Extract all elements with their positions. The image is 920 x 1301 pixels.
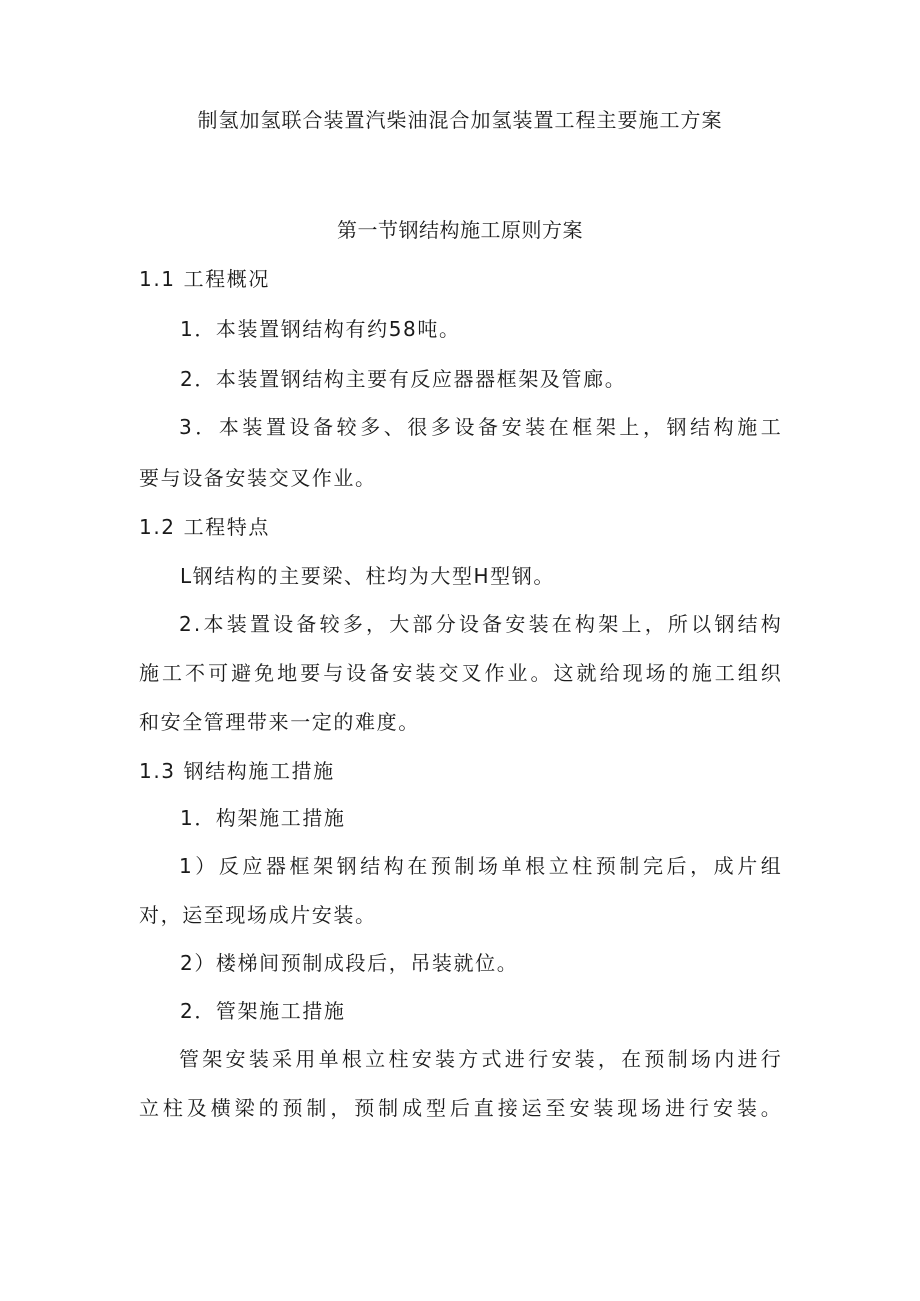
paragraph: 2）楼梯间预制成段后，吊装就位。 — [180, 951, 519, 975]
paragraph: 要与设备安装交叉作业。 — [139, 466, 377, 490]
paragraph: 1）反应器框架钢结构在预制场单根立柱预制完后，成片组 — [179, 854, 783, 878]
paragraph: 立柱及横梁的预制，预制成型后直接运至安装现场进行安装。 — [139, 1096, 783, 1120]
paragraph: 管架安装采用单根立柱安装方式进行安装，在预制场内进行 — [179, 1047, 783, 1071]
heading-1-3: 1.3 钢结构施工措施 — [139, 759, 335, 783]
paragraph: 3．本装置设备较多、很多设备安装在框架上，钢结构施工 — [179, 415, 783, 439]
paragraph: L钢结构的主要梁、柱均为大型H型钢。 — [180, 564, 555, 588]
paragraph: 2．本装置钢结构主要有反应器器框架及管廊。 — [180, 367, 627, 391]
paragraph: 2．管架施工措施 — [180, 999, 346, 1023]
paragraph: 1．构架施工措施 — [180, 806, 346, 830]
document-title: 制氢加氢联合装置汽柴油混合加氢装置工程主要施工方案 — [197, 108, 723, 132]
paragraph: 2.本装置设备较多，大部分设备安装在构架上，所以钢结构 — [179, 612, 783, 636]
paragraph: 施工不可避免地要与设备安装交叉作业。这就给现场的施工组织 — [139, 661, 783, 685]
heading-1-2: 1.2 工程特点 — [139, 515, 270, 539]
section-title: 第一节钢结构施工原则方案 — [337, 218, 583, 242]
paragraph: 1．本装置钢结构有约58吨。 — [180, 317, 461, 341]
paragraph: 和安全管理带来一定的难度。 — [139, 710, 420, 734]
paragraph: 对，运至现场成片安装。 — [139, 903, 377, 927]
heading-1-1: 1.1 工程概况 — [139, 267, 270, 291]
